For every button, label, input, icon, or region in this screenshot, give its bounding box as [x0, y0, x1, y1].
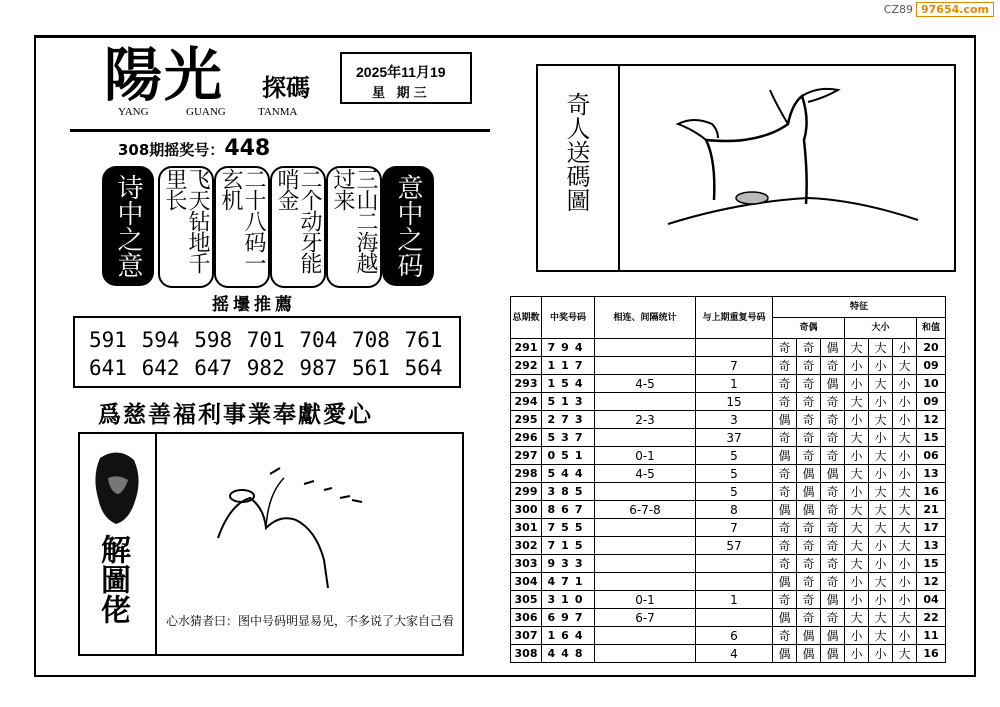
oddeven-cell: 奇: [773, 555, 797, 573]
oddeven-cell: 奇: [821, 609, 845, 627]
bigsmall-cell: 小: [869, 429, 893, 447]
consec-cell: [595, 627, 696, 645]
oddeven-cell: 偶: [821, 375, 845, 393]
bigsmall-cell: 小: [845, 357, 869, 375]
consec-cell: 0-1: [595, 447, 696, 465]
number-item: 641: [89, 356, 127, 380]
bigsmall-cell: 小: [845, 591, 869, 609]
puzzle-explainer-panel: [78, 432, 464, 656]
consec-cell: 2-3: [595, 411, 696, 429]
period-cell: 293: [511, 375, 542, 393]
period-cell: 306: [511, 609, 542, 627]
sketch-figure-icon: [200, 464, 400, 594]
oddeven-cell: 奇: [797, 537, 821, 555]
bigsmall-cell: 大: [869, 411, 893, 429]
consec-cell: 4-5: [595, 465, 696, 483]
oddeven-cell: 偶: [797, 483, 821, 501]
repeat-cell: [696, 555, 773, 573]
sum-cell: 20: [917, 339, 946, 357]
col-bigsmall: 大小: [845, 318, 917, 339]
bigsmall-cell: 大: [893, 609, 917, 627]
code-cell: 385: [542, 483, 595, 501]
number-item: 598: [194, 328, 233, 352]
code-cell: 117: [542, 357, 595, 375]
repeat-cell: [696, 339, 773, 357]
sum-cell: 09: [917, 393, 946, 411]
sum-cell: 16: [917, 483, 946, 501]
bigsmall-cell: 小: [845, 483, 869, 501]
sum-cell: 22: [917, 609, 946, 627]
bigsmall-cell: 小: [845, 627, 869, 645]
period-cell: 299: [511, 483, 542, 501]
issue-weekday: 星 期三: [372, 85, 431, 100]
table-row: [511, 429, 946, 447]
oddeven-cell: 奇: [821, 357, 845, 375]
code-cell: 310: [542, 591, 595, 609]
code-cell: 697: [542, 609, 595, 627]
oddeven-cell: 偶: [773, 411, 797, 429]
bigsmall-cell: 大: [845, 393, 869, 411]
poem-line-2: 二十八码一玄机: [214, 166, 270, 288]
table-row: [511, 573, 946, 591]
repeat-cell: 57: [696, 537, 773, 555]
bigsmall-cell: 大: [869, 375, 893, 393]
col-code: 中奖号码: [542, 297, 595, 339]
consec-cell: [595, 393, 696, 411]
bigsmall-cell: 大: [845, 501, 869, 519]
sum-cell: 12: [917, 411, 946, 429]
code-meaning-badge: 意中之码: [382, 166, 434, 286]
bigsmall-cell: 小: [869, 357, 893, 375]
bigsmall-cell: 小: [869, 591, 893, 609]
bigsmall-cell: 大: [893, 429, 917, 447]
code-cell: 471: [542, 573, 595, 591]
period-cell: 291: [511, 339, 542, 357]
watermark-site[interactable]: 97654.com: [916, 2, 994, 17]
oddeven-cell: 奇: [821, 573, 845, 591]
bigsmall-cell: 大: [845, 429, 869, 447]
number-item: 564: [404, 356, 443, 380]
oddeven-cell: 奇: [773, 519, 797, 537]
sum-cell: 04: [917, 591, 946, 609]
bigsmall-cell: 大: [893, 537, 917, 555]
table-row: [511, 375, 946, 393]
charity-slogan: 爲慈善福利事業奉獻愛心: [98, 401, 373, 428]
table-row: [511, 465, 946, 483]
oddeven-cell: 奇: [773, 375, 797, 393]
bigsmall-cell: 大: [869, 483, 893, 501]
repeat-cell: 5: [696, 447, 773, 465]
consec-cell: [595, 519, 696, 537]
bigsmall-cell: 小: [893, 555, 917, 573]
col-repeat: 与上期重复号码: [696, 297, 773, 339]
period-cell: 298: [511, 465, 542, 483]
oddeven-cell: 奇: [797, 429, 821, 447]
period-cell: 294: [511, 393, 542, 411]
sum-cell: 17: [917, 519, 946, 537]
period-cell: 304: [511, 573, 542, 591]
repeat-cell: 4: [696, 645, 773, 663]
bigsmall-cell: 小: [893, 465, 917, 483]
oddeven-cell: 偶: [797, 645, 821, 663]
table-row: [511, 627, 946, 645]
draw-label: 308期摇奖号：: [118, 141, 225, 159]
sum-cell: 09: [917, 357, 946, 375]
consec-cell: [595, 645, 696, 663]
poem-line-3: 二个动牙能哨金: [270, 166, 326, 288]
col-feature: 特征: [773, 297, 946, 318]
oddeven-cell: 奇: [821, 555, 845, 573]
bigsmall-cell: 小: [869, 393, 893, 411]
bigsmall-cell: 小: [845, 411, 869, 429]
period-cell: 302: [511, 537, 542, 555]
bigsmall-cell: 小: [893, 393, 917, 411]
poem-meaning-badge: 诗中之意: [102, 166, 154, 286]
pinyin-yang: YANG: [118, 106, 149, 118]
recommend-heading: 摇壜推薦: [212, 295, 296, 315]
pinyin-tanma: TANMA: [258, 106, 298, 118]
bigsmall-cell: 小: [869, 465, 893, 483]
oddeven-cell: 奇: [773, 591, 797, 609]
bigsmall-cell: 大: [845, 537, 869, 555]
oddeven-cell: 奇: [821, 519, 845, 537]
repeat-cell: 1: [696, 375, 773, 393]
bigsmall-cell: 小: [893, 411, 917, 429]
oddeven-cell: 奇: [773, 357, 797, 375]
period-cell: 296: [511, 429, 542, 447]
bigsmall-cell: 大: [845, 609, 869, 627]
period-cell: 300: [511, 501, 542, 519]
bigsmall-cell: 大: [893, 483, 917, 501]
oddeven-cell: 偶: [773, 645, 797, 663]
number-item: 701: [246, 328, 285, 352]
repeat-cell: 5: [696, 465, 773, 483]
table-row: [511, 393, 946, 411]
oddeven-cell: 奇: [773, 465, 797, 483]
consec-cell: [595, 429, 696, 447]
bigsmall-cell: 大: [869, 609, 893, 627]
repeat-cell: 1: [696, 591, 773, 609]
bigsmall-cell: 大: [869, 501, 893, 519]
bigsmall-cell: 大: [869, 339, 893, 357]
oddeven-cell: 偶: [773, 447, 797, 465]
oddeven-cell: 偶: [773, 501, 797, 519]
table-row: [511, 411, 946, 429]
table-row: [511, 357, 946, 375]
bigsmall-cell: 小: [869, 537, 893, 555]
oddeven-cell: 奇: [797, 573, 821, 591]
bigsmall-cell: 小: [893, 447, 917, 465]
repeat-cell: 15: [696, 393, 773, 411]
bigsmall-cell: 大: [869, 573, 893, 591]
oddeven-cell: 奇: [773, 339, 797, 357]
oddeven-cell: 偶: [821, 465, 845, 483]
number-item: 982: [246, 356, 285, 380]
date-box: [340, 52, 472, 104]
sum-cell: 15: [917, 429, 946, 447]
draw-value: 448: [224, 136, 271, 161]
number-item: 561: [351, 356, 390, 380]
repeat-cell: [696, 573, 773, 591]
number-item: 647: [194, 356, 233, 380]
consec-cell: [595, 573, 696, 591]
bigsmall-cell: 大: [845, 339, 869, 357]
oddeven-cell: 偶: [821, 339, 845, 357]
oddeven-cell: 奇: [773, 627, 797, 645]
col-consec: 相连、间隔统计: [595, 297, 696, 339]
col-sum: 和值: [917, 318, 946, 339]
code-cell: 513: [542, 393, 595, 411]
table-row: [511, 519, 946, 537]
table-row: [511, 501, 946, 519]
oddeven-cell: 偶: [773, 573, 797, 591]
oddeven-cell: 奇: [797, 447, 821, 465]
sum-cell: 15: [917, 555, 946, 573]
table-row: [511, 645, 946, 663]
pinyin-guang: GUANG: [186, 106, 226, 118]
bigsmall-cell: 小: [869, 645, 893, 663]
number-item: 591: [89, 328, 127, 352]
repeat-cell: [696, 609, 773, 627]
bigsmall-cell: 小: [845, 375, 869, 393]
numbers-row-2: [89, 356, 443, 380]
period-cell: 295: [511, 411, 542, 429]
oddeven-cell: 偶: [821, 591, 845, 609]
repeat-cell: 5: [696, 483, 773, 501]
number-item: 594: [141, 328, 180, 352]
period-cell: 297: [511, 447, 542, 465]
consec-cell: 6-7: [595, 609, 696, 627]
oddeven-cell: 奇: [797, 375, 821, 393]
table-row: [511, 483, 946, 501]
oddeven-cell: 奇: [797, 393, 821, 411]
code-cell: 051: [542, 447, 595, 465]
sum-cell: 10: [917, 375, 946, 393]
sum-cell: 16: [917, 645, 946, 663]
table-row: [511, 609, 946, 627]
period-cell: 305: [511, 591, 542, 609]
mystery-picture-title: 奇人送碼圖: [562, 92, 590, 212]
bigsmall-cell: 大: [869, 519, 893, 537]
repeat-cell: 6: [696, 627, 773, 645]
repeat-cell: 7: [696, 357, 773, 375]
bigsmall-cell: 小: [845, 645, 869, 663]
oddeven-cell: 奇: [797, 357, 821, 375]
code-cell: 537: [542, 429, 595, 447]
consec-cell: [595, 537, 696, 555]
bigsmall-cell: 大: [893, 645, 917, 663]
sum-cell: 21: [917, 501, 946, 519]
oddeven-cell: 奇: [797, 411, 821, 429]
bigsmall-cell: 小: [869, 555, 893, 573]
panel-divider: [155, 434, 157, 654]
watermark-code: CZ89: [883, 3, 913, 16]
consec-cell: [595, 483, 696, 501]
col-period: 总期数: [511, 297, 542, 339]
code-cell: 164: [542, 627, 595, 645]
repeat-cell: 37: [696, 429, 773, 447]
numbers-row-1: [89, 328, 443, 352]
logo-subtitle: 探碼: [262, 73, 310, 102]
oddeven-cell: 奇: [773, 537, 797, 555]
code-cell: 448: [542, 645, 595, 663]
oddeven-cell: 奇: [821, 537, 845, 555]
number-item: 987: [299, 356, 338, 380]
bigsmall-cell: 小: [893, 591, 917, 609]
poem-line-1: 飞天钻地千里长: [158, 166, 214, 288]
oddeven-cell: 偶: [821, 645, 845, 663]
period-cell: 301: [511, 519, 542, 537]
number-item: 708: [351, 328, 390, 352]
consec-cell: 6-7-8: [595, 501, 696, 519]
panel-divider: [618, 66, 620, 270]
explainer-caption: 心水猜者曰：图中号码明显易见，不多说了大家自己看: [166, 614, 455, 628]
mystery-picture-panel: [536, 64, 956, 272]
oddeven-cell: 奇: [797, 339, 821, 357]
oddeven-cell: 奇: [797, 609, 821, 627]
consec-cell: [595, 339, 696, 357]
bigsmall-cell: 大: [893, 519, 917, 537]
oddeven-cell: 奇: [821, 483, 845, 501]
oddeven-cell: 偶: [797, 501, 821, 519]
poem-line-4: 三山二海越过来: [326, 166, 382, 288]
repeat-cell: 7: [696, 519, 773, 537]
code-cell: 544: [542, 465, 595, 483]
oddeven-cell: 偶: [821, 627, 845, 645]
period-cell: 308: [511, 645, 542, 663]
bigsmall-cell: 小: [893, 573, 917, 591]
bigsmall-cell: 小: [845, 447, 869, 465]
consec-cell: [595, 357, 696, 375]
bigsmall-cell: 大: [845, 519, 869, 537]
table-row: [511, 555, 946, 573]
bigsmall-cell: 小: [893, 375, 917, 393]
code-cell: 715: [542, 537, 595, 555]
oddeven-cell: 奇: [821, 411, 845, 429]
oddeven-cell: 偶: [797, 627, 821, 645]
oddeven-cell: 奇: [797, 519, 821, 537]
code-cell: 867: [542, 501, 595, 519]
bigsmall-cell: 大: [893, 501, 917, 519]
number-item: 704: [299, 328, 338, 352]
oddeven-cell: 奇: [773, 393, 797, 411]
oddeven-cell: 偶: [797, 465, 821, 483]
oddeven-cell: 奇: [821, 393, 845, 411]
consec-cell: [595, 555, 696, 573]
oddeven-cell: 奇: [821, 501, 845, 519]
sum-cell: 13: [917, 537, 946, 555]
bigsmall-cell: 大: [869, 447, 893, 465]
oddeven-cell: 偶: [773, 609, 797, 627]
consec-cell: 4-5: [595, 375, 696, 393]
portrait-icon: [90, 448, 146, 528]
oddeven-cell: 奇: [773, 429, 797, 447]
bigsmall-cell: 大: [845, 465, 869, 483]
explainer-title: 解圖佬: [95, 534, 130, 624]
issue-date: 2025年11月19: [356, 64, 446, 80]
sum-cell: 11: [917, 627, 946, 645]
table-row: [511, 339, 946, 357]
table-row: [511, 447, 946, 465]
table-row: [511, 537, 946, 555]
bigsmall-cell: 小: [845, 573, 869, 591]
period-cell: 292: [511, 357, 542, 375]
bigsmall-cell: 小: [893, 627, 917, 645]
recommended-numbers: [73, 316, 461, 388]
bigsmall-cell: 小: [893, 339, 917, 357]
period-cell: 307: [511, 627, 542, 645]
number-item: 761: [404, 328, 443, 352]
repeat-cell: 8: [696, 501, 773, 519]
consec-cell: 0-1: [595, 591, 696, 609]
bigsmall-cell: 大: [845, 555, 869, 573]
code-cell: 794: [542, 339, 595, 357]
sum-cell: 12: [917, 573, 946, 591]
sum-cell: 06: [917, 447, 946, 465]
oddeven-cell: 奇: [797, 591, 821, 609]
oddeven-cell: 奇: [821, 429, 845, 447]
logo-title: 陽光: [104, 41, 225, 109]
period-cell: 303: [511, 555, 542, 573]
repeat-cell: 3: [696, 411, 773, 429]
oddeven-cell: 奇: [797, 555, 821, 573]
code-cell: 755: [542, 519, 595, 537]
draw-result: [118, 136, 270, 161]
table-row: [511, 591, 946, 609]
watermark: [884, 2, 994, 17]
oddeven-cell: 奇: [821, 447, 845, 465]
tree-sketch-icon: [658, 80, 938, 256]
bigsmall-cell: 大: [893, 357, 917, 375]
number-item: 642: [141, 356, 180, 380]
header-divider: [70, 129, 490, 132]
bigsmall-cell: 大: [869, 627, 893, 645]
history-table: [510, 296, 946, 663]
col-oddeven: 奇偶: [773, 318, 845, 339]
code-cell: 154: [542, 375, 595, 393]
oddeven-cell: 奇: [773, 483, 797, 501]
code-cell: 933: [542, 555, 595, 573]
sum-cell: 13: [917, 465, 946, 483]
code-cell: 273: [542, 411, 595, 429]
